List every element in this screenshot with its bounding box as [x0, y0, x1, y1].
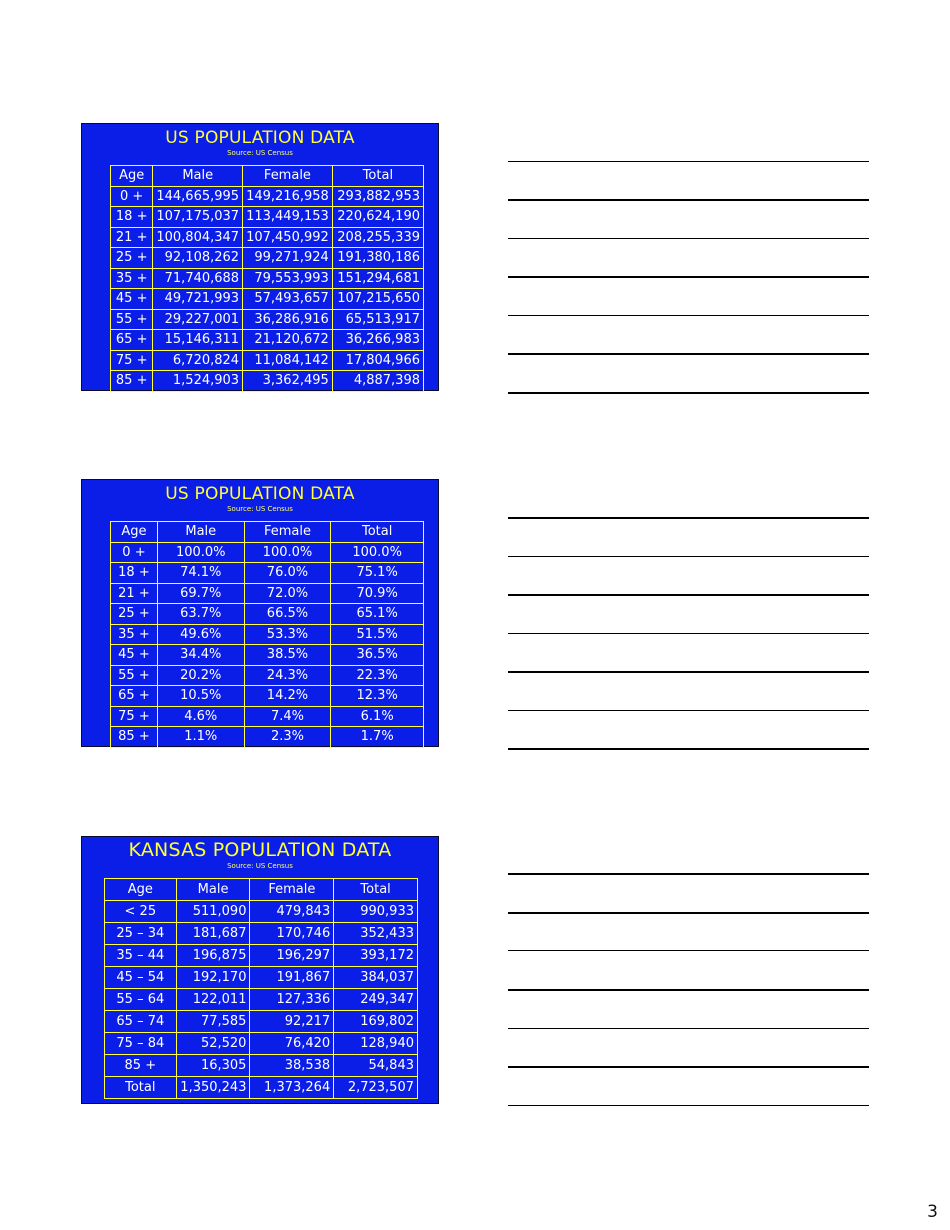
table-row [105, 1033, 418, 1055]
male-cell: 1.1% [157, 727, 244, 748]
age-cell: 0 + [111, 186, 153, 207]
col-age: Age [111, 166, 153, 187]
note-line [508, 1105, 869, 1106]
male-cell: 52,520 [176, 1033, 250, 1055]
page-number: 3 [927, 1202, 938, 1222]
population-percent-table [110, 521, 424, 748]
male-cell: 181,687 [176, 923, 250, 945]
female-cell: 99,271,924 [243, 248, 333, 269]
male-cell: 144,665,995 [153, 186, 243, 207]
female-cell: 127,336 [250, 989, 334, 1011]
note-line [508, 912, 869, 914]
age-cell: 25 – 34 [105, 923, 177, 945]
slide-kansas-population [81, 836, 439, 1104]
male-cell: 4.6% [157, 706, 244, 727]
female-cell: 2.3% [244, 727, 331, 748]
age-cell: 45 – 54 [105, 967, 177, 989]
total-cell: 384,037 [334, 967, 418, 989]
note-line [508, 556, 869, 557]
table-row [105, 1011, 418, 1033]
total-cell: 36,266,983 [332, 330, 423, 351]
total-cell: 128,940 [334, 1033, 418, 1055]
table-row [111, 686, 424, 707]
male-cell: 92,108,262 [153, 248, 243, 269]
table-row [111, 604, 424, 625]
col-total: Total [332, 166, 423, 187]
table-header-row [105, 879, 418, 901]
age-cell: 21 + [111, 227, 153, 248]
female-cell: 3,362,495 [243, 371, 333, 392]
total-cell: 249,347 [334, 989, 418, 1011]
female-cell: 100.0% [244, 542, 331, 563]
col-male: Male [153, 166, 243, 187]
col-female: Female [243, 166, 333, 187]
total-cell: 220,624,190 [332, 207, 423, 228]
total-cell: 65.1% [331, 604, 424, 625]
total-cell: 107,215,650 [332, 289, 423, 310]
table-row [111, 248, 424, 269]
col-age: Age [105, 879, 177, 901]
total-cell: 70.9% [331, 583, 424, 604]
table-row [111, 371, 424, 392]
age-cell: 45 + [111, 645, 158, 666]
total-cell: 12.3% [331, 686, 424, 707]
total-cell: 4,887,398 [332, 371, 423, 392]
male-cell: 49.6% [157, 624, 244, 645]
male-cell: 16,305 [176, 1055, 250, 1077]
male-cell: 122,011 [176, 989, 250, 1011]
note-line [508, 392, 869, 394]
slide-source: Source: US Census [227, 862, 293, 870]
table-row [105, 923, 418, 945]
total-cell: 352,433 [334, 923, 418, 945]
age-cell: 21 + [111, 583, 158, 604]
total-cell: 293,882,953 [332, 186, 423, 207]
male-cell: 20.2% [157, 665, 244, 686]
female-cell: 21,120,672 [243, 330, 333, 351]
age-cell: 85 + [105, 1055, 177, 1077]
female-cell: 11,084,142 [243, 350, 333, 371]
note-line [508, 238, 869, 239]
kansas-population-table [104, 878, 418, 1099]
male-cell: 1,524,903 [153, 371, 243, 392]
note-line [508, 671, 869, 673]
total-cell: 208,255,339 [332, 227, 423, 248]
age-cell: 55 + [111, 309, 153, 330]
female-cell: 24.3% [244, 665, 331, 686]
table-row [111, 268, 424, 289]
male-cell: 196,875 [176, 945, 250, 967]
female-cell: 14.2% [244, 686, 331, 707]
col-male: Male [176, 879, 250, 901]
male-cell: 100.0% [157, 542, 244, 563]
female-cell: 72.0% [244, 583, 331, 604]
male-cell: 15,146,311 [153, 330, 243, 351]
total-cell: 1.7% [331, 727, 424, 748]
male-cell: 77,585 [176, 1011, 250, 1033]
female-cell: 170,746 [250, 923, 334, 945]
age-cell: 25 + [111, 604, 158, 625]
male-cell: 10.5% [157, 686, 244, 707]
col-female: Female [250, 879, 334, 901]
table-row [111, 350, 424, 371]
male-cell: 107,175,037 [153, 207, 243, 228]
total-cell: 6.1% [331, 706, 424, 727]
age-cell: 18 + [111, 563, 158, 584]
note-line [508, 315, 869, 316]
female-cell: 36,286,916 [243, 309, 333, 330]
note-line [508, 710, 869, 711]
age-cell: 45 + [111, 289, 153, 310]
col-total: Total [331, 522, 424, 543]
total-cell: 75.1% [331, 563, 424, 584]
female-cell: 66.5% [244, 604, 331, 625]
note-line [508, 748, 869, 750]
slide-title: US POPULATION DATA [165, 484, 355, 504]
total-cell: 100.0% [331, 542, 424, 563]
female-cell: 76,420 [250, 1033, 334, 1055]
table-row [111, 309, 424, 330]
total-cell: 990,933 [334, 901, 418, 923]
total-cell: 54,843 [334, 1055, 418, 1077]
age-cell: 0 + [111, 542, 158, 563]
col-total: Total [334, 879, 418, 901]
table-header-row [111, 522, 424, 543]
total-cell: 169,802 [334, 1011, 418, 1033]
female-cell: 79,553,993 [243, 268, 333, 289]
total-cell: 65,513,917 [332, 309, 423, 330]
table-row [111, 207, 424, 228]
male-cell: 29,227,001 [153, 309, 243, 330]
table-row [111, 706, 424, 727]
age-cell: 18 + [111, 207, 153, 228]
total-cell: 2,723,507 [334, 1077, 418, 1099]
note-line [508, 633, 869, 634]
male-cell: 511,090 [176, 901, 250, 923]
female-cell: 57,493,657 [243, 289, 333, 310]
note-line [508, 873, 869, 875]
table-row [111, 186, 424, 207]
age-cell: 85 + [111, 371, 153, 392]
female-cell: 113,449,153 [243, 207, 333, 228]
note-line [508, 353, 869, 355]
note-line [508, 517, 869, 519]
female-cell: 38.5% [244, 645, 331, 666]
table-row [111, 289, 424, 310]
table-row [111, 330, 424, 351]
note-line [508, 199, 869, 201]
note-line [508, 1066, 869, 1068]
note-line [508, 989, 869, 991]
male-cell: 1,350,243 [176, 1077, 250, 1099]
table-row [105, 967, 418, 989]
table-row-total [105, 1077, 418, 1099]
male-cell: 192,170 [176, 967, 250, 989]
age-cell: 35 – 44 [105, 945, 177, 967]
table-row [111, 665, 424, 686]
table-row [111, 583, 424, 604]
table-row [111, 563, 424, 584]
total-cell: 151,294,681 [332, 268, 423, 289]
table-row [111, 542, 424, 563]
age-cell: 85 + [111, 727, 158, 748]
table-row [105, 989, 418, 1011]
total-cell: 17,804,966 [332, 350, 423, 371]
age-cell: 55 – 64 [105, 989, 177, 1011]
slide-us-population-percent [81, 479, 439, 747]
table-header-row [111, 166, 424, 187]
male-cell: 71,740,688 [153, 268, 243, 289]
age-cell: Total [105, 1077, 177, 1099]
age-cell: 75 + [111, 706, 158, 727]
age-cell: < 25 [105, 901, 177, 923]
age-cell: 65 + [111, 686, 158, 707]
total-cell: 393,172 [334, 945, 418, 967]
note-line [508, 1028, 869, 1029]
total-cell: 22.3% [331, 665, 424, 686]
age-cell: 65 – 74 [105, 1011, 177, 1033]
male-cell: 6,720,824 [153, 350, 243, 371]
col-female: Female [244, 522, 331, 543]
table-row [111, 727, 424, 748]
slide-title: KANSAS POPULATION DATA [128, 839, 392, 861]
female-cell: 196,297 [250, 945, 334, 967]
female-cell: 38,538 [250, 1055, 334, 1077]
male-cell: 69.7% [157, 583, 244, 604]
age-cell: 75 + [111, 350, 153, 371]
female-cell: 191,867 [250, 967, 334, 989]
female-cell: 1,373,264 [250, 1077, 334, 1099]
female-cell: 479,843 [250, 901, 334, 923]
female-cell: 107,450,992 [243, 227, 333, 248]
note-line [508, 594, 869, 596]
female-cell: 76.0% [244, 563, 331, 584]
female-cell: 53.3% [244, 624, 331, 645]
note-line [508, 161, 869, 162]
table-row [111, 227, 424, 248]
table-row [105, 1055, 418, 1077]
male-cell: 49,721,993 [153, 289, 243, 310]
total-cell: 191,380,186 [332, 248, 423, 269]
col-male: Male [157, 522, 244, 543]
age-cell: 65 + [111, 330, 153, 351]
female-cell: 92,217 [250, 1011, 334, 1033]
female-cell: 149,216,958 [243, 186, 333, 207]
male-cell: 100,804,347 [153, 227, 243, 248]
population-table [110, 165, 424, 392]
col-age: Age [111, 522, 158, 543]
age-cell: 35 + [111, 268, 153, 289]
table-row [105, 901, 418, 923]
slide-us-population-counts [81, 123, 439, 391]
age-cell: 55 + [111, 665, 158, 686]
table-row [105, 945, 418, 967]
total-cell: 36.5% [331, 645, 424, 666]
age-cell: 25 + [111, 248, 153, 269]
slide-source: Source: US Census [227, 505, 293, 513]
male-cell: 63.7% [157, 604, 244, 625]
slide-source: Source: US Census [227, 149, 293, 157]
total-cell: 51.5% [331, 624, 424, 645]
note-line [508, 276, 869, 278]
age-cell: 75 – 84 [105, 1033, 177, 1055]
note-line [508, 950, 869, 951]
age-cell: 35 + [111, 624, 158, 645]
table-row [111, 624, 424, 645]
male-cell: 74.1% [157, 563, 244, 584]
male-cell: 34.4% [157, 645, 244, 666]
table-row [111, 645, 424, 666]
female-cell: 7.4% [244, 706, 331, 727]
slide-title: US POPULATION DATA [165, 128, 355, 148]
